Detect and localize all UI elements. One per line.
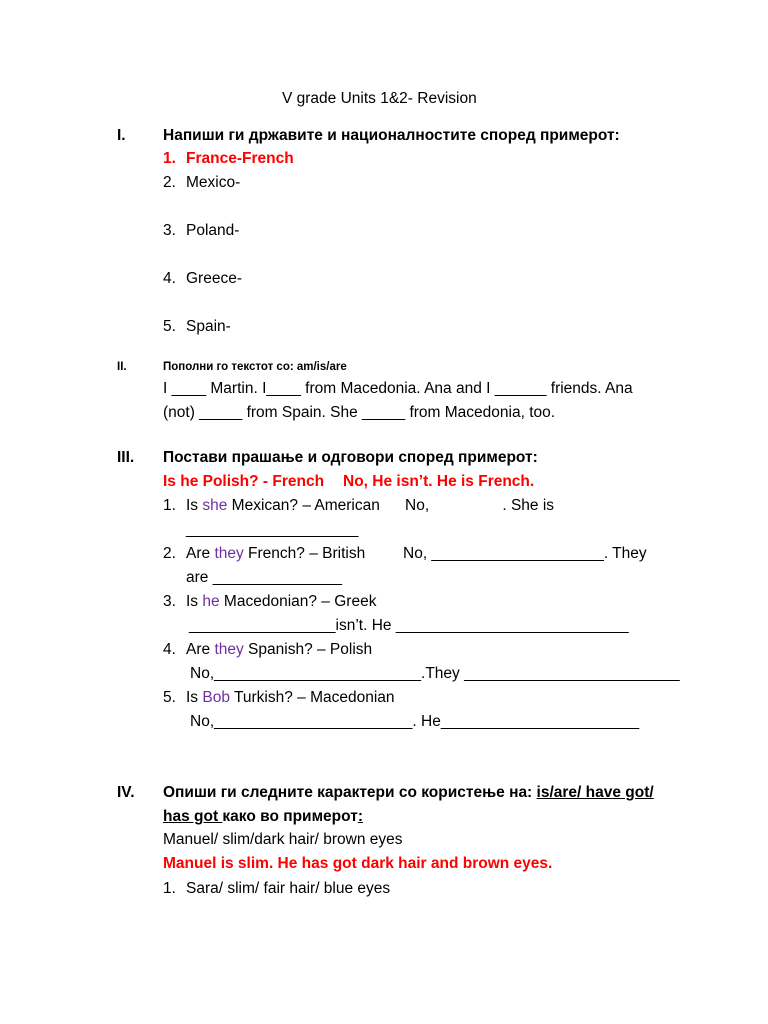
section-1-item-number: 2. xyxy=(163,174,176,191)
section-1-item-number: 4. xyxy=(163,270,176,287)
section-2-heading: Пополни го текстот со: am/is/are xyxy=(163,361,347,373)
section-3-question xyxy=(186,593,376,611)
section-3-answer-line: No,_______________________. He_______________________ xyxy=(190,713,640,730)
section-4-heading-underlined: is/are/ have got/ xyxy=(536,784,654,801)
section-3-question xyxy=(186,545,365,563)
section-4-item-number: 1. xyxy=(163,880,176,897)
section-3-heading: Постави прашање и одговори според примерот: xyxy=(163,449,538,466)
question-post: Macedonian? – Greek xyxy=(219,593,377,610)
question-pre: Are xyxy=(186,545,215,562)
section-3-example-question: Is he Polish? - French xyxy=(163,473,325,490)
section-4-numeral: IV. xyxy=(117,784,135,801)
section-1-item-text: Mexico- xyxy=(186,174,241,191)
section-4-heading-colon: : xyxy=(357,808,363,825)
section-1-item-text: France-French xyxy=(186,150,294,167)
question-pronoun: Bob xyxy=(202,689,230,706)
section-3-answer-line: _________________isn’t. He ___________________________ xyxy=(189,617,629,634)
section-1-item-text: Greece- xyxy=(186,270,242,287)
section-3-item-number: 1. xyxy=(163,497,176,514)
section-3-answer: No, . She is xyxy=(405,497,555,514)
question-pronoun: they xyxy=(214,641,244,658)
section-3-answer-line: are _______________ xyxy=(186,569,343,586)
section-4-example-prompt: Manuel/ slim/dark hair/ brown eyes xyxy=(163,831,403,848)
section-2-text-line: (not) _____ from Spain. She _____ from Macedonia, too. xyxy=(163,404,556,421)
section-4-example-answer: Manuel is slim. He has got dark hair and brown eyes. xyxy=(163,855,553,872)
question-post: Mexican? – American xyxy=(227,497,380,514)
question-post: French? – British xyxy=(243,545,366,562)
section-4-heading xyxy=(163,784,654,802)
section-3-question xyxy=(186,497,380,515)
section-1-heading: Напиши ги државите и националностите според примерот: xyxy=(163,127,620,144)
section-3-answer-line: No,________________________.They _________________________ xyxy=(190,665,680,682)
section-3-item-number: 2. xyxy=(163,545,176,562)
section-1-item-number: 5. xyxy=(163,318,176,335)
section-3-numeral: III. xyxy=(117,449,135,466)
page-title: V grade Units 1&2- Revision xyxy=(282,90,477,107)
section-1-numeral: I. xyxy=(117,127,126,144)
section-1-item-number: 1. xyxy=(163,150,176,167)
section-1-item-number: 3. xyxy=(163,222,176,239)
section-4-item-text: Sara/ slim/ fair hair/ blue eyes xyxy=(186,880,391,897)
section-3-item-number: 3. xyxy=(163,593,176,610)
question-post: Spanish? – Polish xyxy=(243,641,373,658)
question-pronoun: they xyxy=(214,545,244,562)
section-4-heading-pre: Опиши ги следните карактери со користење на: xyxy=(163,784,537,801)
question-pre: Is xyxy=(186,497,203,514)
question-pronoun: she xyxy=(202,497,228,514)
section-4-heading-underlined: has got xyxy=(163,808,223,825)
section-3-question xyxy=(186,641,372,659)
section-1-item-text: Spain- xyxy=(186,318,231,335)
question-post: Turkish? – Macedonian xyxy=(229,689,395,706)
section-2-text-line: I ____ Martin. I____ from Macedonia. Ana and I ______ friends. Ana xyxy=(163,380,633,397)
section-2-numeral: II. xyxy=(117,361,127,373)
section-4-heading-line2 xyxy=(163,808,363,826)
section-3-item-number: 5. xyxy=(163,689,176,706)
section-3-example-answer: No, He isn’t. He is French. xyxy=(343,473,535,490)
section-4-heading-post: како во примерот xyxy=(222,808,358,825)
question-pre: Is xyxy=(186,689,203,706)
section-1-item-text: Poland- xyxy=(186,222,240,239)
question-pre: Are xyxy=(186,641,215,658)
section-3-answer: No, ____________________. They xyxy=(403,545,647,562)
question-pronoun: he xyxy=(202,593,220,610)
section-3-question xyxy=(186,689,395,707)
section-3-answer-line: ____________________ xyxy=(186,521,359,538)
question-pre: Is xyxy=(186,593,203,610)
section-3-item-number: 4. xyxy=(163,641,176,658)
